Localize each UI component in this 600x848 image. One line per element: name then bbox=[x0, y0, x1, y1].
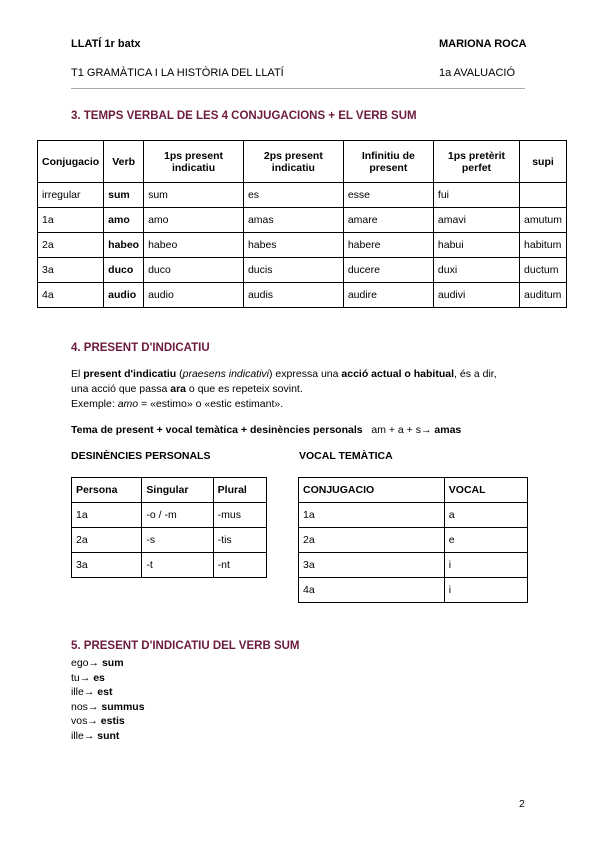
list-item bbox=[71, 714, 145, 729]
column-header: Singular bbox=[142, 478, 213, 503]
table-cell: 2a bbox=[72, 528, 142, 553]
column-header: Verb bbox=[104, 141, 144, 183]
table-cell: -t bbox=[142, 553, 213, 578]
verb-form: es bbox=[93, 671, 105, 684]
table-row bbox=[299, 503, 528, 528]
table-row bbox=[72, 553, 267, 578]
table-cell: amo bbox=[144, 208, 244, 233]
pronoun: tu→ bbox=[71, 671, 94, 684]
table-cell: audis bbox=[243, 283, 343, 308]
table-cell: sum bbox=[104, 183, 144, 208]
table-cell: 1a bbox=[299, 503, 445, 528]
table-cell: -mus bbox=[213, 503, 266, 528]
pronoun: ille→ bbox=[71, 686, 98, 698]
table-cell: -tis bbox=[213, 528, 266, 553]
table-cell: i bbox=[444, 578, 527, 603]
table-cell: habere bbox=[343, 233, 433, 258]
table-cell: -nt bbox=[213, 553, 266, 578]
table-row bbox=[38, 283, 567, 308]
formula-line bbox=[71, 423, 461, 438]
table-cell: auditum bbox=[520, 283, 567, 308]
conjugations-table bbox=[37, 140, 567, 308]
verb-form: summus bbox=[101, 700, 145, 713]
column-header: Persona bbox=[72, 478, 142, 503]
p1-text: ( bbox=[176, 368, 183, 380]
vocal-title: VOCAL TEMÀTICA bbox=[299, 450, 393, 462]
column-header: CONJUGACIO bbox=[299, 478, 445, 503]
column-header: Infinitiu de present bbox=[343, 141, 433, 183]
p3-text: = «estimo» o «estic estimant». bbox=[138, 398, 284, 410]
table-cell: amo bbox=[104, 208, 144, 233]
table-cell: habeo bbox=[144, 233, 244, 258]
table-row bbox=[72, 528, 267, 553]
doc-title: LLATÍ 1r batx bbox=[71, 38, 141, 50]
column-header: 1ps pretèrit perfet bbox=[433, 141, 519, 183]
table-row bbox=[38, 233, 567, 258]
p1-bold: present d'indicatiu bbox=[83, 368, 177, 380]
table-cell: habes bbox=[243, 233, 343, 258]
p1-italic: praesens indicativi bbox=[182, 368, 270, 380]
header-divider bbox=[71, 88, 525, 89]
p1-text: El bbox=[71, 368, 84, 380]
table-cell: habeo bbox=[104, 233, 144, 258]
personal-endings-table bbox=[71, 477, 267, 578]
table-row bbox=[299, 578, 528, 603]
table-cell bbox=[520, 183, 567, 208]
table-cell: audio bbox=[144, 283, 244, 308]
doc-term: 1a AVALUACIÓ bbox=[439, 67, 516, 79]
p2-bold: ara bbox=[170, 383, 187, 395]
list-item bbox=[71, 700, 145, 715]
formula-text: Tema de present + vocal temàtica + desinències personals bbox=[71, 424, 363, 436]
table-cell: sum bbox=[144, 183, 244, 208]
column-header: VOCAL bbox=[444, 478, 527, 503]
table-cell: duco bbox=[104, 258, 144, 283]
table-cell: duco bbox=[144, 258, 244, 283]
table-cell: amas bbox=[243, 208, 343, 233]
table-cell: 2a bbox=[299, 528, 445, 553]
table-cell: 3a bbox=[299, 553, 445, 578]
table-cell: audivi bbox=[433, 283, 519, 308]
doc-author: MARIONA ROCA bbox=[439, 38, 527, 50]
table-cell: a bbox=[444, 503, 527, 528]
list-item bbox=[71, 671, 145, 686]
table-cell: 4a bbox=[38, 283, 104, 308]
table-cell: 3a bbox=[38, 258, 104, 283]
verb-form: sum bbox=[101, 657, 124, 669]
table-cell: ducere bbox=[343, 258, 433, 283]
verb-form: estis bbox=[100, 715, 125, 727]
table-cell: irregular bbox=[38, 183, 104, 208]
pronoun: nos→ bbox=[71, 700, 102, 713]
section4-paragraph bbox=[71, 367, 541, 412]
table-cell: esse bbox=[343, 183, 433, 208]
table-row bbox=[38, 258, 567, 283]
pronoun: vos→ bbox=[71, 715, 101, 727]
section5-title: 5. PRESENT D'INDICATIU DEL VERB SUM bbox=[71, 640, 300, 652]
table-cell: fui bbox=[433, 183, 519, 208]
table-cell: audire bbox=[343, 283, 433, 308]
formula-example-result: amas bbox=[434, 424, 462, 436]
table-cell: amare bbox=[343, 208, 433, 233]
pronoun: ille→ bbox=[71, 729, 98, 742]
p1-text: , és a dir, bbox=[454, 368, 497, 380]
column-header: 2ps present indicatiu bbox=[243, 141, 343, 183]
table-cell: i bbox=[444, 553, 527, 578]
p2-text: o que es repeteix sovint. bbox=[186, 383, 303, 395]
table-cell: ductum bbox=[520, 258, 567, 283]
table-cell: habui bbox=[433, 233, 519, 258]
table-cell: -o / -m bbox=[142, 503, 213, 528]
column-header: 1ps present indicatiu bbox=[144, 141, 244, 183]
table-row bbox=[38, 183, 567, 208]
table-cell: 1a bbox=[38, 208, 104, 233]
sum-conjugation-list bbox=[71, 656, 145, 743]
p1-text: ) expressa una bbox=[269, 368, 342, 380]
table-cell: audio bbox=[104, 283, 144, 308]
table-row bbox=[72, 503, 267, 528]
p1-bold: acció actual o habitual bbox=[341, 368, 455, 380]
table-row bbox=[38, 208, 567, 233]
table-cell: amutum bbox=[520, 208, 567, 233]
page-number: 2 bbox=[519, 798, 525, 810]
table-cell: e bbox=[444, 528, 527, 553]
p3-italic: amo bbox=[117, 398, 139, 410]
section3-title: 3. TEMPS VERBAL DE LES 4 CONJUGACIONS + EL VERB SUM bbox=[71, 110, 417, 122]
list-item bbox=[71, 656, 145, 671]
section4-title: 4. PRESENT D'INDICATIU bbox=[71, 342, 210, 354]
thematic-vowel-table bbox=[298, 477, 528, 603]
pronoun: ego→ bbox=[71, 657, 102, 669]
column-header: supi bbox=[520, 141, 567, 183]
p3-text: Exemple: bbox=[71, 398, 118, 410]
column-header: Conjugacio bbox=[38, 141, 104, 183]
table-cell: ducis bbox=[243, 258, 343, 283]
table-row bbox=[299, 528, 528, 553]
list-item bbox=[71, 685, 145, 700]
desinencies-title: DESINÈNCIES PERSONALS bbox=[71, 450, 211, 462]
table-cell: es bbox=[243, 183, 343, 208]
p2-text: una acció que passa bbox=[71, 383, 171, 395]
doc-subtitle: T1 GRAMÀTICA I LA HISTÒRIA DEL LLATÍ bbox=[71, 67, 284, 79]
formula-example: am + a + s→ bbox=[371, 424, 435, 436]
table-cell: 4a bbox=[299, 578, 445, 603]
table-cell: 2a bbox=[38, 233, 104, 258]
table-row bbox=[299, 553, 528, 578]
table-cell: 3a bbox=[72, 553, 142, 578]
table-cell: duxi bbox=[433, 258, 519, 283]
table-cell: habitum bbox=[520, 233, 567, 258]
table-cell: 1a bbox=[72, 503, 142, 528]
list-item bbox=[71, 729, 145, 744]
table-cell: -s bbox=[142, 528, 213, 553]
verb-form: est bbox=[97, 686, 113, 698]
column-header: Plural bbox=[213, 478, 266, 503]
verb-form: sunt bbox=[97, 729, 120, 742]
table-cell: amavi bbox=[433, 208, 519, 233]
